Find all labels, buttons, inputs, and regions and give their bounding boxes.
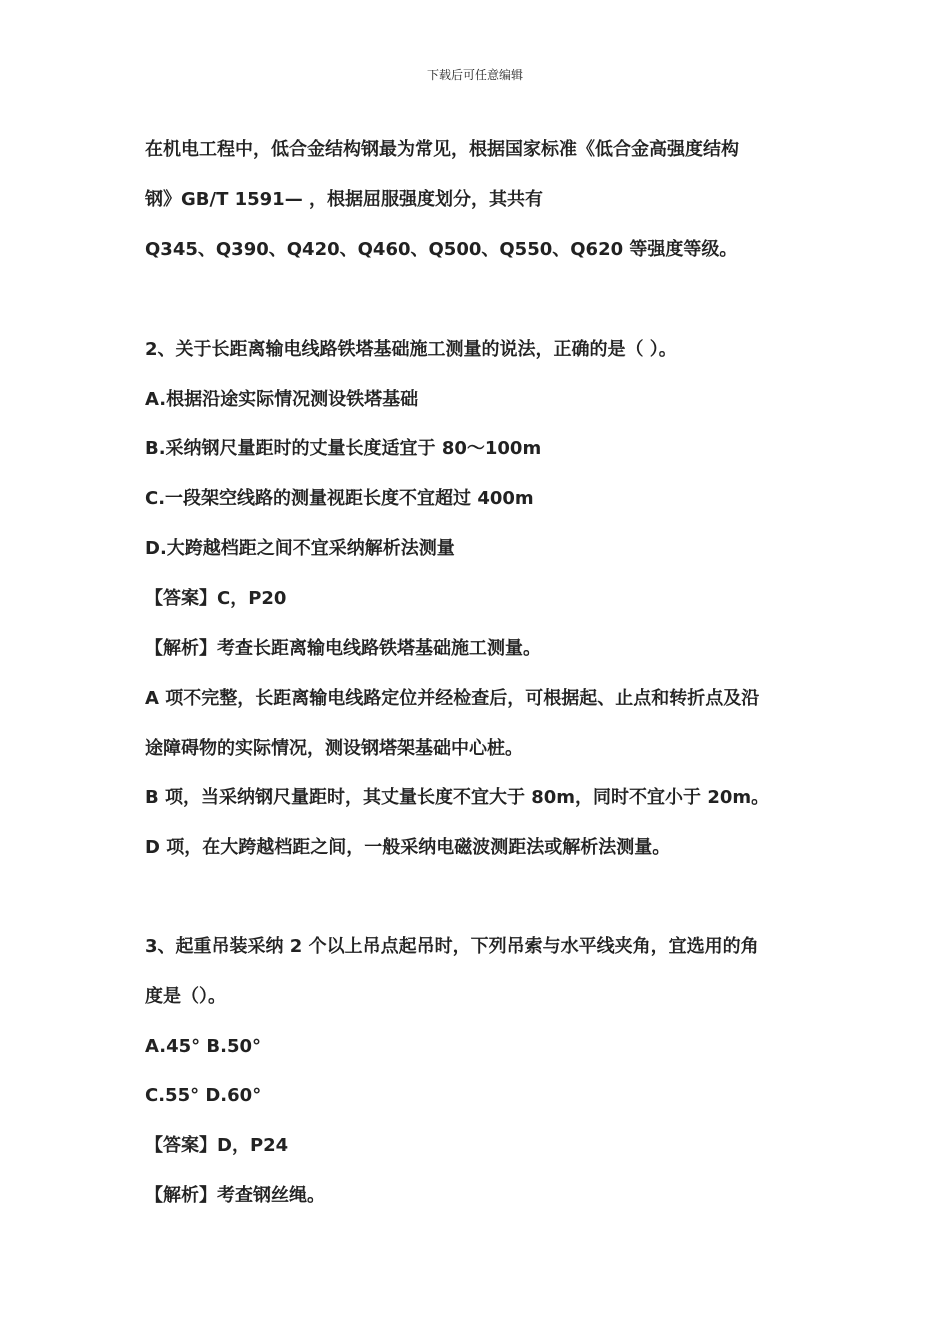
q3-options-ab: A.45° B.50° [145,1036,262,1057]
q3-analysis: 【解析】考查钢丝绳。 [145,1185,325,1206]
q2-analysis: 【解析】考查长距离输电线路铁塔基础施工测量。 [145,638,541,659]
q2-option-c: C.一段架空线路的测量视距长度不宜超过 400m [145,488,534,509]
q3-question-line-1: 3、起重吊装采纳 2 个以上吊点起吊时，下列吊索与水平线夹角，宜选用的角 [145,936,759,957]
q2-note-a-line-2: 途障碍物的实际情况，测设钢塔架基础中心桩。 [145,738,523,759]
q2-option-d: D.大跨越档距之间不宜采纳解析法测量 [145,538,455,559]
q2-option-a: A.根据沿途实际情况测设铁塔基础 [145,389,419,410]
intro-line-2: 钢》GB/T 1591— ，根据屈服强度划分，其共有 [145,189,543,210]
q2-question: 2、关于长距离输电线路铁塔基础施工测量的说法，正确的是（ ）。 [145,339,677,360]
q2-answer: 【答案】C，P20 [145,588,287,609]
q3-options-cd: C.55° D.60° [145,1085,262,1106]
q2-note-d: D 项，在大跨越档距之间，一般采纳电磁波测距法或解析法测量。 [145,837,671,858]
q3-answer: 【答案】D，P24 [145,1135,289,1156]
q2-option-b: B.采纳钢尺量距时的丈量长度适宜于 80～100m [145,438,542,459]
q2-note-b: B 项，当采纳钢尺量距时，其丈量长度不宜大于 80m，同时不宜小于 20m。 [145,787,770,808]
q2-note-a-line-1: A 项不完整，长距离输电线路定位并经检查后，可根据起、止点和转折点及沿 [145,688,760,709]
intro-line-3: Q345、Q390、Q420、Q460、Q500、Q550、Q620 等强度等级。 [145,239,738,260]
page-header: 下载后可任意编辑 [426,68,523,82]
intro-line-1: 在机电工程中，低合金结构钢最为常见，根据国家标准《低合金高强度结构 [145,139,739,160]
q3-question-line-2: 度是（）。 [145,986,226,1007]
